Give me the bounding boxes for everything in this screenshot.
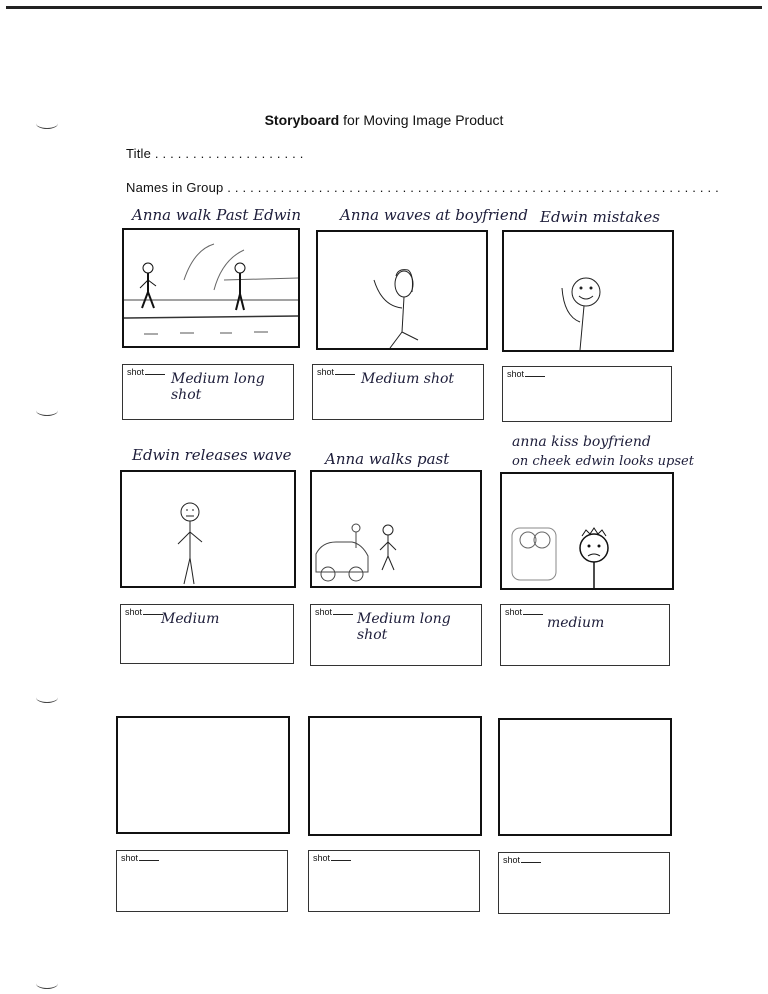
shot-value: Medium long shot	[171, 371, 265, 403]
sketch-edwin-realises	[122, 472, 294, 586]
shot-underline	[335, 374, 355, 375]
binder-hole-mark	[36, 405, 58, 416]
shot-label: shot	[125, 607, 143, 617]
sketch-edwin-smiles	[504, 232, 672, 350]
shot-box-5	[310, 604, 482, 666]
storyboard-frame-2	[316, 230, 488, 350]
shot-value: medium	[547, 615, 605, 631]
sketch-anna-walks-past	[312, 472, 480, 586]
panel-1-caption: Anna walk Past Edwin	[132, 206, 302, 224]
shot-label: shot	[315, 607, 333, 617]
shot-box-3	[502, 366, 672, 422]
panel-2-caption: Anna waves at boyfriend	[340, 206, 528, 224]
panel-5-caption: Anna walks past	[325, 450, 450, 468]
page-top-edge	[6, 6, 762, 19]
shot-box-1	[122, 364, 294, 420]
shot-label: shot	[121, 853, 139, 863]
shot-box-7	[116, 850, 288, 912]
shot-box-8	[308, 850, 480, 912]
shot-label: shot	[505, 607, 523, 617]
names-in-group-field: Names in Group . . . . . . . . . . . . . . . . . . . . . . . . . . . . . . . . . . . . . . . . . . . . . . . . . . . . . . . . . . . . . . . . .	[126, 180, 719, 195]
storyboard-frame-8	[308, 716, 482, 836]
page-title-rest: for Moving Image Product	[339, 112, 504, 128]
panel-4-caption: Edwin releases wave	[132, 446, 292, 464]
sketch-anna-walks-past-edwin	[124, 230, 298, 346]
shot-label: shot	[317, 367, 335, 377]
shot-underline	[145, 374, 165, 375]
page-title-bold: Storyboard	[264, 112, 340, 128]
sketch-anna-waves	[318, 232, 486, 348]
panel-6-caption-line2: on cheek edwin looks upset	[512, 454, 694, 469]
shot-underline	[139, 860, 159, 861]
shot-box-2	[312, 364, 484, 420]
binder-hole-mark	[36, 692, 58, 703]
title-field: Title . . . . . . . . . . . . . . . . . . . .	[126, 146, 304, 161]
shot-box-9	[498, 852, 670, 914]
shot-box-6	[500, 604, 670, 666]
sketch-edwin-upset	[502, 474, 672, 588]
shot-box-4	[120, 604, 294, 664]
shot-underline	[523, 614, 543, 615]
panel-3-caption: Edwin mistakes	[540, 208, 660, 226]
shot-value: Medium shot	[361, 371, 455, 387]
shot-value: Medium long shot	[357, 611, 451, 643]
storyboard-frame-6	[500, 472, 674, 590]
storyboard-frame-1	[122, 228, 300, 348]
shot-label: shot	[503, 855, 521, 865]
storyboard-frame-9	[498, 718, 672, 836]
shot-label: shot	[507, 369, 525, 379]
shot-value: Medium	[161, 611, 220, 627]
shot-underline	[525, 376, 545, 377]
shot-underline	[331, 860, 351, 861]
shot-label: shot	[127, 367, 145, 377]
page-title	[0, 112, 768, 128]
binder-hole-mark	[36, 978, 58, 989]
shot-underline	[333, 614, 353, 615]
storyboard-frame-5	[310, 470, 482, 588]
shot-underline	[521, 862, 541, 863]
shot-label: shot	[313, 853, 331, 863]
panel-6-caption: anna kiss boyfriend	[512, 434, 651, 450]
storyboard-frame-3	[502, 230, 674, 352]
shot-underline	[143, 614, 163, 615]
storyboard-frame-4	[120, 470, 296, 588]
storyboard-frame-7	[116, 716, 290, 834]
